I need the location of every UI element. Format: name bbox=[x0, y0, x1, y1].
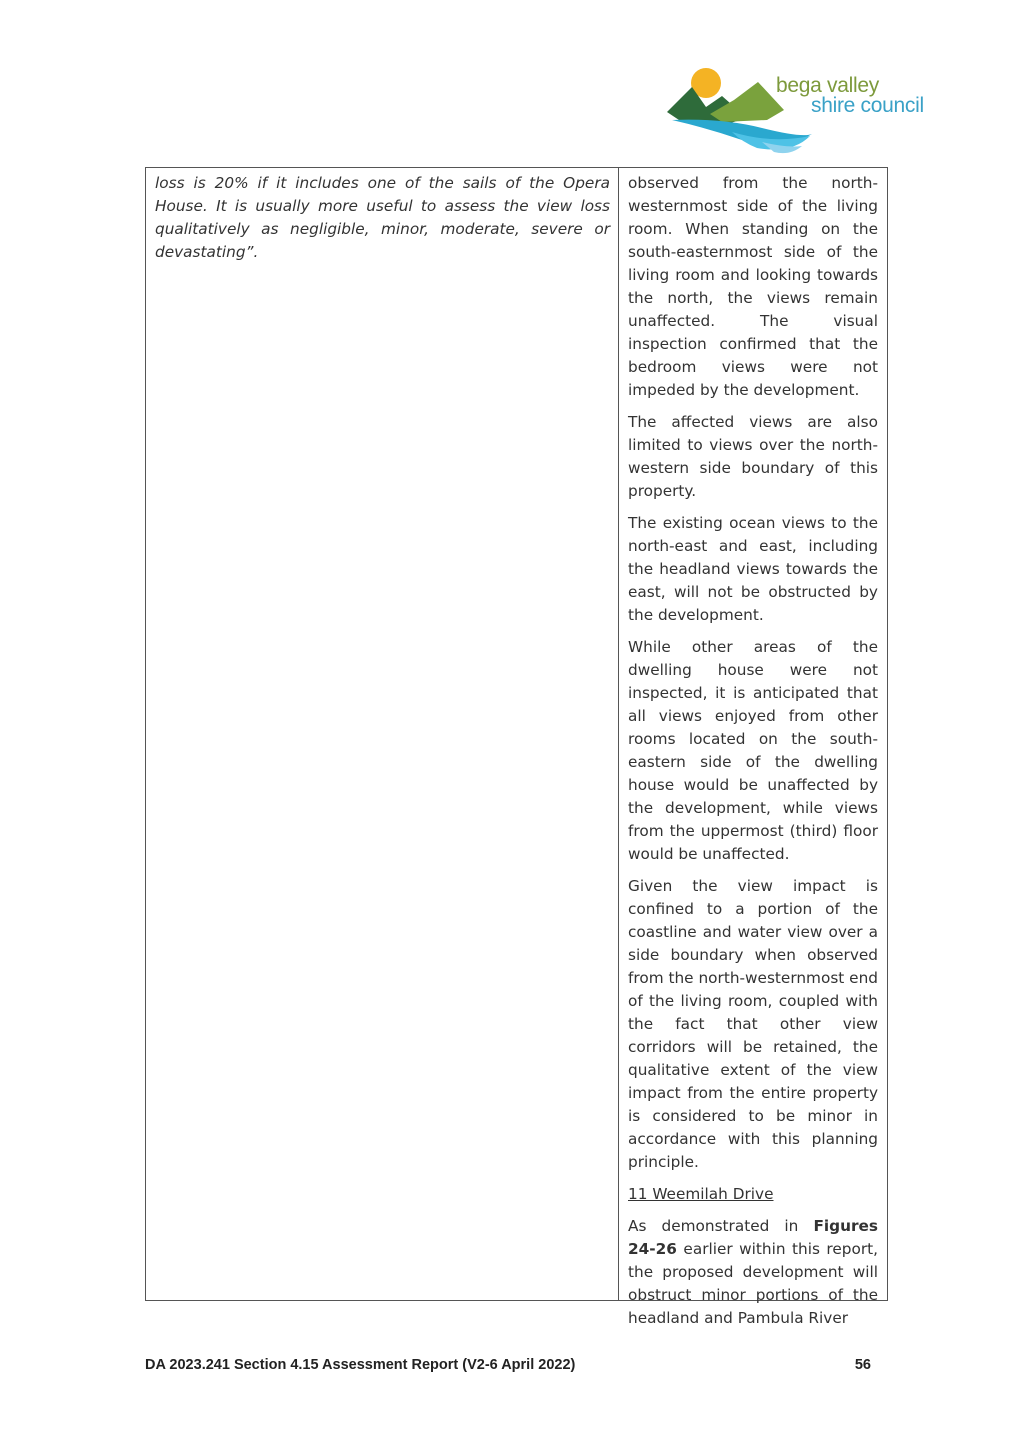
assessment-table bbox=[145, 167, 888, 1327]
table-cell-left bbox=[146, 168, 619, 1300]
paragraph-weemilah-suffix: earlier within this report, the proposed development will obstruct minor portions of the headland and Pambula River bbox=[628, 1240, 878, 1327]
logo-line-1: bega valley bbox=[776, 74, 879, 97]
paragraph-weemilah-prefix: As demonstrated in bbox=[628, 1217, 814, 1235]
paragraph-ocean-views: The existing ocean views to the north-east and east, including the headland views towards the east, will not be obstructed by the development. bbox=[628, 514, 878, 624]
logo-text bbox=[776, 76, 924, 116]
subheading-weemilah-drive: 11 Weemilah Drive bbox=[628, 1185, 774, 1203]
table-cell-right bbox=[619, 168, 887, 1327]
council-logo bbox=[662, 62, 942, 157]
paragraph-conclusion: Given the view impact is confined to a portion of the coastline and water view over a side boundary when observed from the north-westernmost end of the living room, coupled with the fact that other view corridors will be retained, the qualitative extent of the view impact from the entire property is considered to be minor in accordance with this planning principle. bbox=[628, 877, 878, 1171]
page-number: 56 bbox=[854, 1357, 871, 1373]
footer-report-title: DA 2023.241 Section 4.15 Assessment Report (V2-6 April 2022) bbox=[145, 1357, 576, 1373]
logo-line-2: shire council bbox=[811, 94, 924, 117]
page-footer bbox=[145, 1357, 871, 1373]
paragraph-weemilah bbox=[628, 1215, 878, 1330]
paragraph-other-areas: While other areas of the dwelling house were not inspected, it is anticipated that all views enjoyed from other rooms located on the south-eastern side of the dwelling house would be unaffected by the development, while views from the uppermost (third) floor would be unaffected. bbox=[628, 638, 878, 863]
planning-principle-quote: loss is 20% if it includes one of the sails of the Opera House. It is usually more useful to assess the view loss qualitatively as negligible, minor, moderate, severe or devastating”. bbox=[155, 174, 610, 261]
paragraph-living-room-views: observed from the north-westernmost side of the living room. When standing on the south-easternmost side of the living room and looking towards the north, the views remain unaffected. The visual inspection confirmed that the bedroom views were not impeded by the development. bbox=[628, 174, 878, 399]
figures-reference: Figures 24-26 bbox=[628, 1217, 878, 1258]
paragraph-side-boundary: The affected views are also limited to views over the north-western side boundary of this property. bbox=[628, 413, 878, 500]
